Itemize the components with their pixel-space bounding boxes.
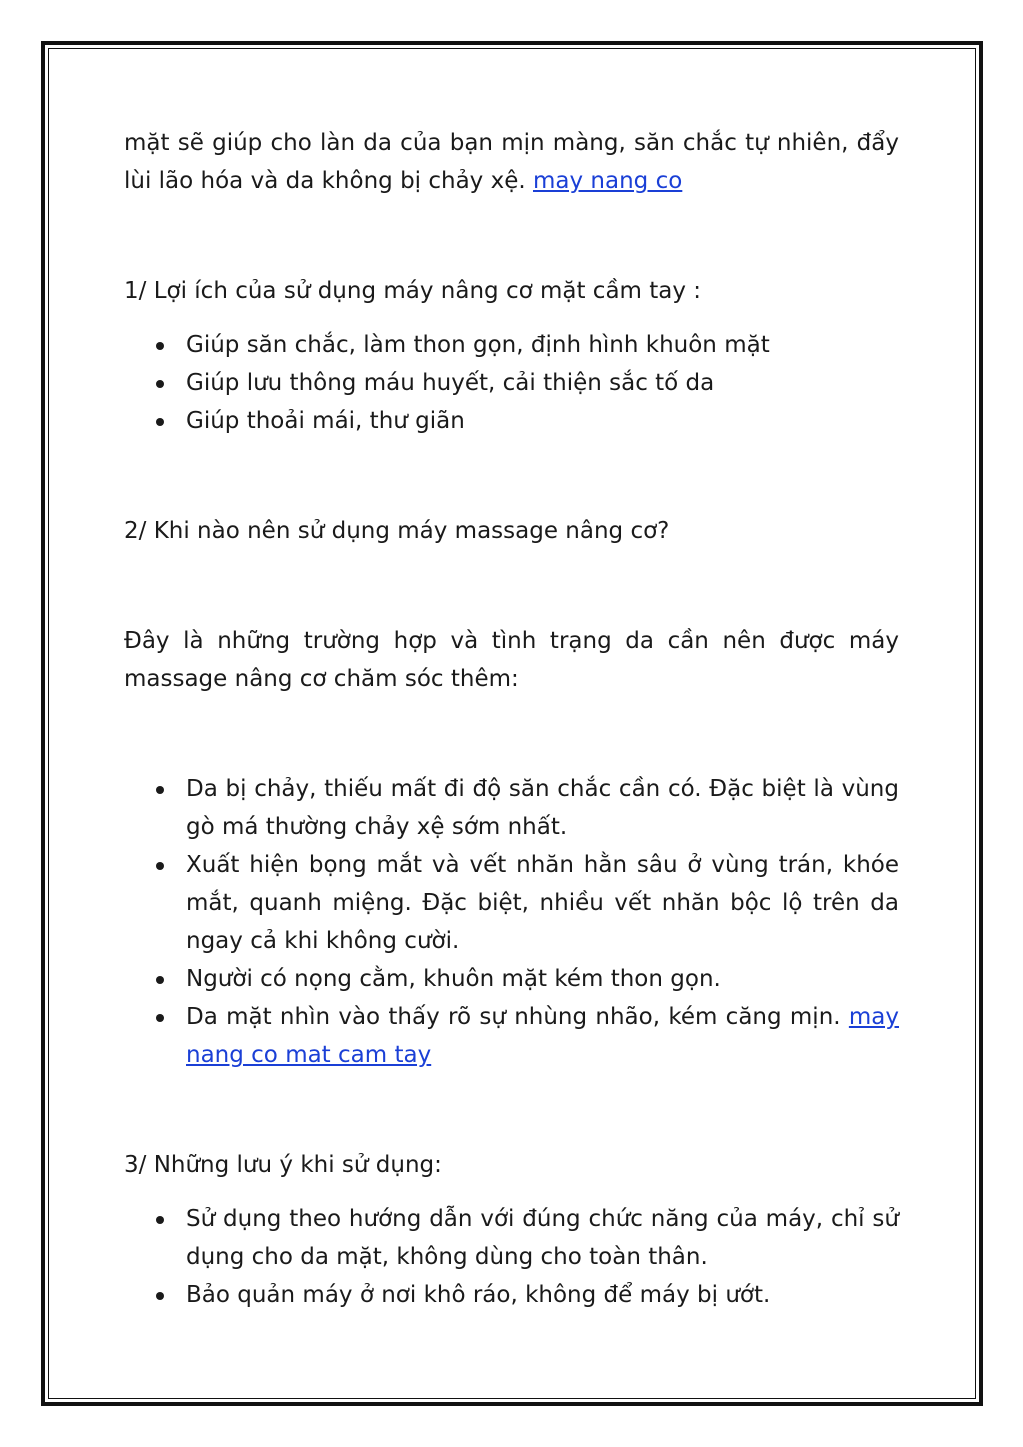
document-body [124,124,899,1314]
list-item: Xuất hiện bọng mắt và vết nhăn hằn sâu ở vùng trán, khóe mắt, quanh miệng. Đặc biệt, nhiều vết nhăn bộc lộ trên da ngay cả khi không cười. [186,846,899,960]
list-item: Giúp săn chắc, làm thon gọn, định hình khuôn mặt [186,326,899,364]
section1-heading: 1/ Lợi ích của sử dụng máy nâng cơ mặt cầm tay : [124,278,702,304]
list-item: Sử dụng theo hướng dẫn với đúng chức năng của máy, chỉ sử dụng cho da mặt, không dùng cho toàn thân. [186,1200,899,1276]
list-item-link[interactable]: may nang co mat cam tay [186,1004,899,1068]
list-item: Giúp lưu thông máu huyết, cải thiện sắc tố da [186,364,899,402]
list-item: Giúp thoải mái, thư giãn [186,402,899,440]
section2-paragraph: Đây là những trường hợp và tình trạng da cần nên được máy massage nâng cơ chăm sóc thêm: [124,628,899,692]
section1-list [124,326,899,440]
list-item [186,998,899,1074]
list-item: Bảo quản máy ở nơi khô ráo, không để máy bị ướt. [186,1276,899,1314]
section3-list [124,1200,899,1314]
section2-heading: 2/ Khi nào nên sử dụng máy massage nâng cơ? [124,518,670,544]
intro-text: mặt sẽ giúp cho làn da của bạn mịn màng, săn chắc tự nhiên, đẩy lùi lão hóa và da không bị chảy xệ. [124,130,899,194]
intro-paragraph [124,124,899,200]
list-item: Da bị chảy, thiếu mất đi độ săn chắc cần có. Đặc biệt là vùng gò má thường chảy xệ sớm nhất. [186,770,899,846]
intro-link[interactable]: may nang co [533,168,683,194]
list-item-text: Da mặt nhìn vào thấy rõ sự nhùng nhão, kém căng mịn. [186,1004,849,1030]
list-item: Người có nọng cằm, khuôn mặt kém thon gọn. [186,960,899,998]
section2-list [124,770,899,1074]
section3-heading: 3/ Những lưu ý khi sử dụng: [124,1152,442,1178]
